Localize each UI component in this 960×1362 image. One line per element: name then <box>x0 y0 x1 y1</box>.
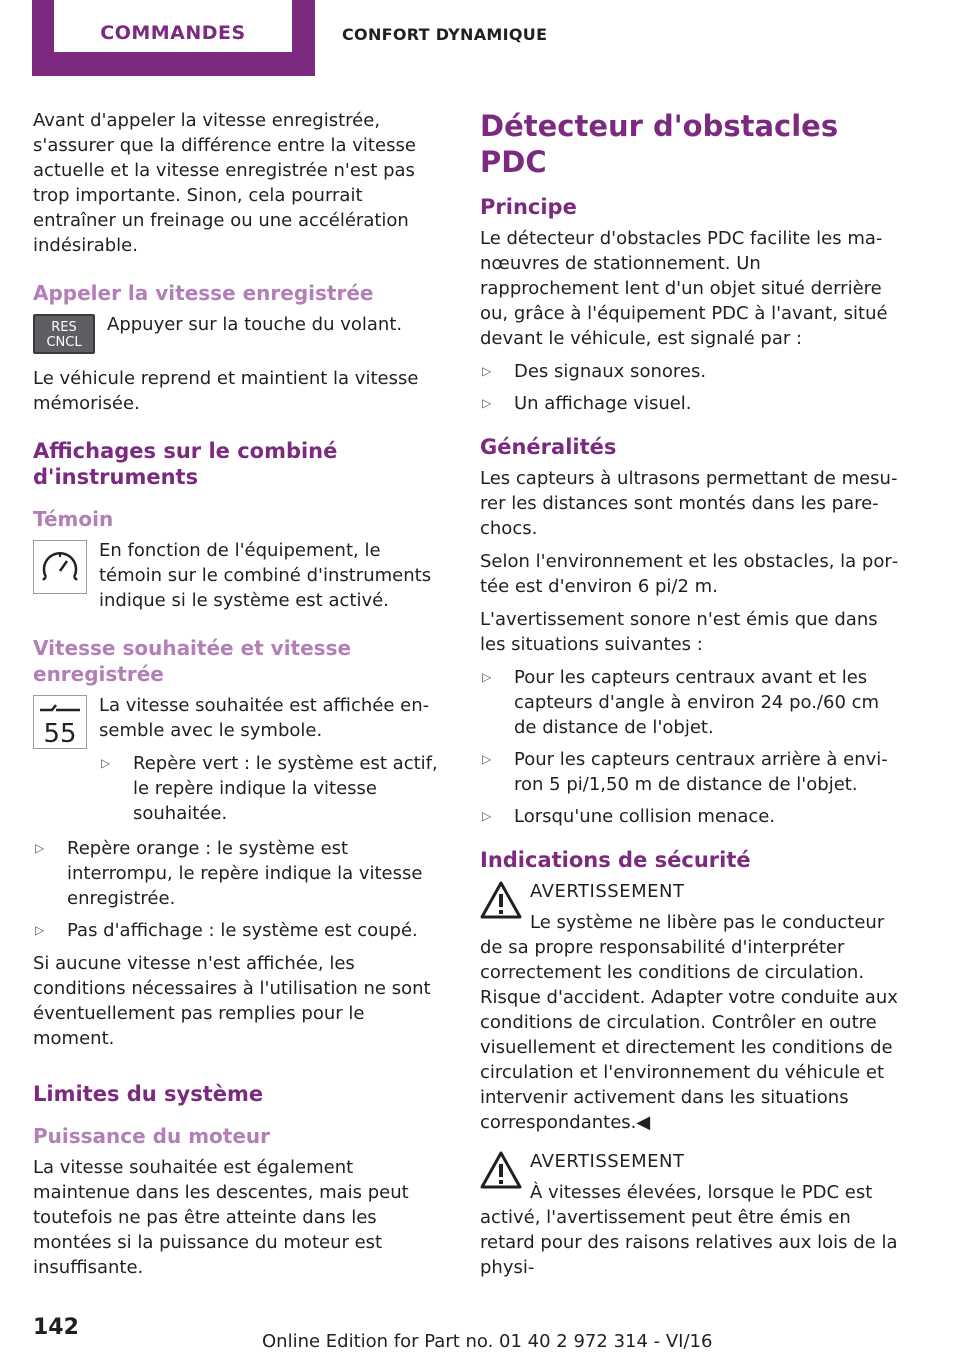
warning-label: AVERTISSEMENT <box>530 1151 685 1172</box>
res-cncl-button-icon: RES CNCL <box>33 314 95 354</box>
general-text-1: Les capteurs à ultrasons permettant de mesurer les distances sont montés dans les pare-chocs. <box>480 468 898 539</box>
section-tab-label: COMMANDES <box>54 0 292 52</box>
heading-recall-speed: Appeler la vitesse enregistrée <box>33 281 374 305</box>
triangle-bullet-icon: ▷ <box>482 809 492 823</box>
triangle-bullet-icon: ▷ <box>35 841 45 855</box>
speed-marker-icon <box>33 695 87 749</box>
indicator-text: En fonction de l'équipement, le témoin sur le combiné d'instruments indique si le système est activé. <box>99 540 432 611</box>
triangle-bullet-icon: ▷ <box>482 752 492 766</box>
right-column <box>480 108 900 1294</box>
heading-engine-power: Puissance du moteur <box>33 1124 271 1148</box>
list-item: ▷ Repère orange : le système est interrompu, le repère indique la vitesse enregistrée. <box>35 838 423 909</box>
heading-instrument-displays: Affichages sur le combiné d'instruments <box>33 439 338 489</box>
heading-safety: Indications de sécurité <box>480 848 751 872</box>
warning-block-1 <box>480 879 900 1135</box>
list-item: ▷ Pour les capteurs centraux avant et les capteurs d'angle à environ 24 po./60 cm de distance de l'objet. <box>482 667 880 738</box>
principle-text: Le détecteur d'obstacles PDC facilite les manœuvres de stationnement. Un rapprochement lent d'un objet situé derrière ou, grâce à l'équipement PDC à l'avant, situé devant le véhicule, est signalé par : <box>480 228 888 349</box>
no-speed-text: Si aucune vitesse n'est affichée, les conditions nécessaires à l'utilisation ne sont éventuellement pas remplies pour le moment. <box>33 953 431 1049</box>
general-bullets <box>480 665 900 829</box>
heading-desired-speed: Vitesse souhaitée et vitesse enregistrée <box>33 636 352 686</box>
warning-text: À vitesses élevées, lorsque le PDC est activé, l'avertissement peut être émis en retard pour des raisons relatives aux lois de la physi- <box>480 1182 898 1278</box>
warning-label: AVERTISSEMENT <box>530 881 685 902</box>
warning-block-2 <box>480 1149 900 1280</box>
indicator-row <box>33 538 448 613</box>
heading-indicator: Témoin <box>33 507 114 531</box>
engine-power-text: La vitesse souhaitée est également maintenue dans les descentes, mais peut toutefois ne pas être atteinte dans les montées si la puissance du moteur est insuffisante. <box>33 1157 409 1278</box>
cruise-control-indicator-icon <box>33 540 87 594</box>
heading-principle: Principe <box>480 195 577 219</box>
breadcrumb: CONFORT DYNAMIQUE <box>342 25 548 44</box>
speed-row <box>33 693 448 826</box>
heading-system-limits: Limites du système <box>33 1082 264 1106</box>
recall-result: Le véhicule reprend et maintient la vitesse mémorisée. <box>33 368 419 414</box>
general-text-3: L'avertissement sonore n'est émis que dans les situations suivantes : <box>480 609 878 655</box>
page-number: 142 <box>33 1315 79 1340</box>
section-tab <box>32 0 315 76</box>
list-item: ▷ Pour les capteurs centraux arrière à environ 5 pi/1,50 m de distance de l'objet. <box>482 749 888 795</box>
recall-row <box>33 312 448 356</box>
left-column <box>33 108 448 1288</box>
heading-pdc: Détecteur d'obstacles PDC <box>480 109 839 179</box>
list-item: ▷ Pas d'affichage : le système est coupé. <box>35 920 418 941</box>
speed-text: La vitesse souhaitée est affichée ensemble avec le symbole. <box>99 695 430 741</box>
triangle-bullet-icon: ▷ <box>482 396 492 410</box>
edition-footer: Online Edition for Part no. 01 40 2 972 314 - VI/16 <box>262 1331 713 1352</box>
principle-bullets <box>480 359 900 416</box>
list-item: ▷ Un affichage visuel. <box>482 393 692 414</box>
list-item: ▷ Lorsqu'une collision menace. <box>482 806 776 827</box>
intro-paragraph: Avant d'appeler la vitesse enregistrée, s'assurer que la différence entre la vitesse actuelle et la vitesse enregistrée n'est pas trop importante. Sinon, cela pourrait entraîner un freinage ou une accélération indésirable. <box>33 110 416 256</box>
warning-triangle-icon <box>480 1151 522 1189</box>
triangle-bullet-icon: ▷ <box>482 364 492 378</box>
triangle-bullet-icon: ▷ <box>101 756 111 770</box>
svg-text:55: 55 <box>43 719 77 748</box>
triangle-bullet-icon: ▷ <box>35 923 45 937</box>
general-text-2: Selon l'environnement et les obstacles, la portée est d'environ 6 pi/2 m. <box>480 551 899 597</box>
list-item: ▷ Repère vert : le système est actif, le repère indique la vitesse souhaitée. <box>101 753 438 824</box>
speed-bullets <box>33 836 448 943</box>
list-item: ▷ Des signaux sonores. <box>482 361 707 382</box>
warning-triangle-icon <box>480 881 522 919</box>
speed-bullets-inner <box>99 751 448 826</box>
triangle-bullet-icon: ▷ <box>482 670 492 684</box>
warning-text: Le système ne libère pas le conducteur de sa propre responsabilité d'interpréter correctement les conditions de circulation. Risque d'accident. Adapter votre conduite aux conditions de circulation. Contrôler en outre visuellement et directement les conditions de circulation et l'environnement du véhicule et intervenir activement dans les situations correspondantes.◀ <box>480 912 898 1133</box>
recall-instruction: Appuyer sur la touche du volant. <box>107 314 403 335</box>
heading-general: Généralités <box>480 435 617 459</box>
